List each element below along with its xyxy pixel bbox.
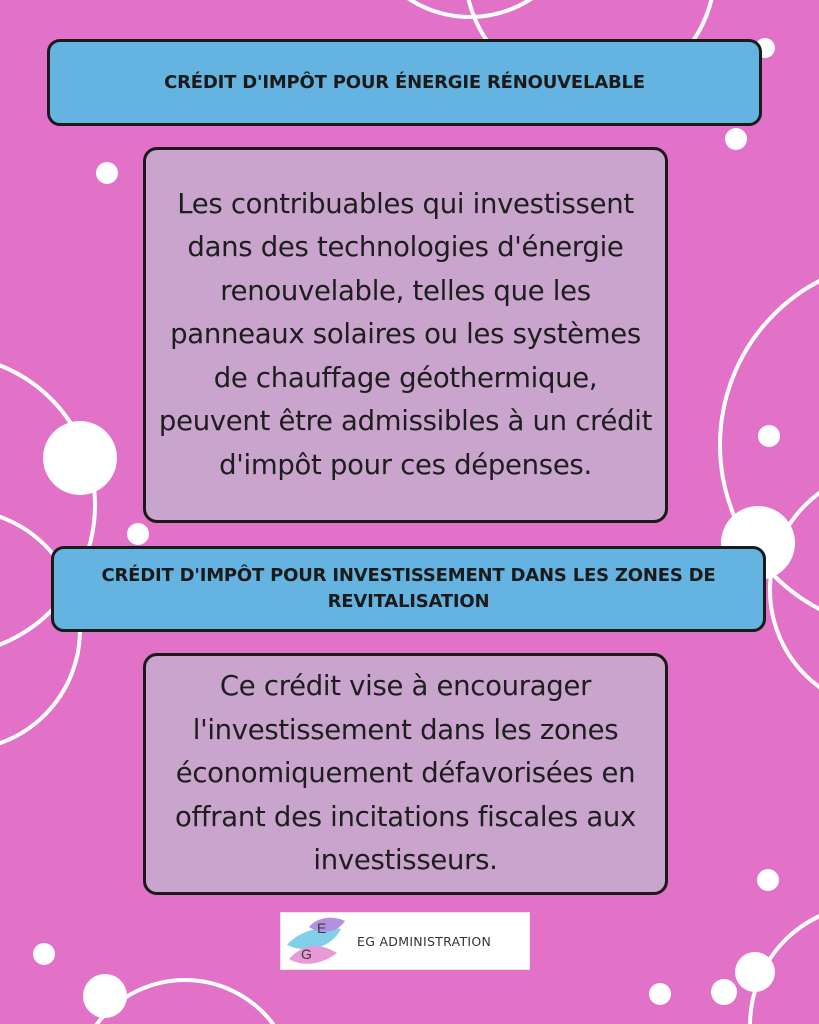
decor-dot [735, 952, 775, 992]
section-body-revitalisation [143, 653, 668, 895]
decor-dot [725, 128, 747, 150]
section-body-renewable [143, 147, 668, 523]
decor-dot [96, 162, 118, 184]
decor-dot [757, 869, 779, 891]
decor-ring [770, 470, 819, 710]
decor-dot [649, 983, 671, 1005]
logo-text: EG ADMINISTRATION [357, 933, 492, 949]
brand-logo [280, 912, 530, 970]
section-title-renewable [47, 39, 762, 126]
logo-letter-e: E [317, 920, 327, 936]
section-title-revitalisation [51, 546, 766, 632]
decor-dot [83, 974, 127, 1018]
decor-dot [758, 425, 780, 447]
decor-dot [127, 523, 149, 545]
decor-dot [711, 979, 737, 1005]
section-title-text: CRÉDIT D'IMPÔT POUR INVESTISSEMENT DANS LES ZONES DE REVITALISATION [101, 565, 716, 612]
eg-leaf-logo-icon [281, 913, 349, 969]
decor-dot [43, 421, 117, 495]
section-body-text: Les contribuables qui investissent dans des technologies d'énergie renouvelable, telles que les panneaux solaires ou les systèmes de chauffage géothermique, peuvent être admissibles à un crédit d'impôt pour ces dépenses. [158, 187, 653, 481]
logo-letter-g: G [301, 946, 312, 962]
decor-dot [33, 943, 55, 965]
section-title-text: CRÉDIT D'IMPÔT POUR ÉNERGIE RÉNOUVELABLE [164, 71, 645, 93]
section-body-text: Ce crédit vise à encourager l'investissement dans les zones économiquement défavorisées en offrant des incitations fiscales aux investisseurs. [175, 670, 636, 877]
